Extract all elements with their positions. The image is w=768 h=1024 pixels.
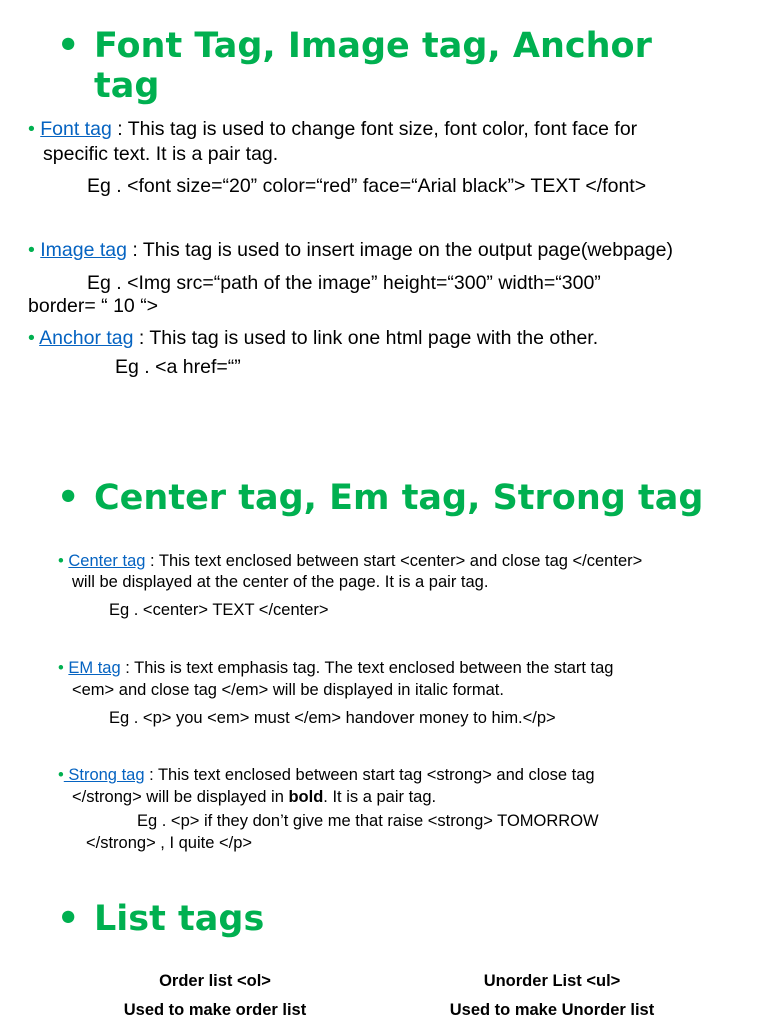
- strong-desc-part-3: . It is a pair tag.: [323, 788, 437, 806]
- heading-bullet: •: [57, 899, 80, 939]
- unorder-list-description: Used to make Unorder list: [449, 1001, 655, 1019]
- list-bullet: •: [28, 327, 35, 349]
- list-bullet: •: [58, 552, 64, 570]
- heading-line-2: tag: [94, 66, 160, 106]
- heading-bullet: •: [57, 26, 80, 66]
- center-tag-description-line-2: will be displayed at the center of the page. It is a pair tag.: [72, 573, 489, 591]
- heading-text: List tags: [94, 899, 265, 939]
- anchor-tag-item: [28, 326, 598, 351]
- font-tag-link[interactable]: Font tag: [40, 118, 112, 140]
- anchor-tag-description: : This tag is used to link one html page with the other.: [133, 327, 599, 349]
- list-bullet: •: [28, 239, 35, 261]
- em-tag-item: [58, 657, 613, 679]
- image-tag-description: : This tag is used to insert image on the output page(webpage): [126, 239, 673, 261]
- strong-desc-bold-word: bold: [288, 788, 324, 806]
- section-heading-center-em-strong: [57, 478, 704, 518]
- center-tag-example: Eg . <center> TEXT </center>: [109, 601, 329, 619]
- heading-bullet: •: [57, 478, 80, 518]
- list-bullet: •: [28, 118, 35, 140]
- em-tag-description-line-2: <em> and close tag </em> will be displayed in italic format.: [72, 681, 504, 699]
- strong-tag-link[interactable]: Strong tag: [63, 766, 145, 784]
- font-tag-item: [28, 117, 637, 142]
- em-tag-link[interactable]: EM tag: [68, 659, 121, 677]
- strong-tag-description: : This text enclosed between start tag <strong> and close tag: [144, 766, 595, 784]
- strong-tag-example-line-2: </strong> , I quite </p>: [86, 834, 253, 852]
- list-bullet: •: [58, 766, 64, 784]
- image-tag-item: [28, 238, 673, 263]
- heading-line-1: Font Tag, Image tag, Anchor: [94, 26, 652, 66]
- center-tag-item: [58, 550, 642, 572]
- font-tag-example: Eg . <font size=“20” color=“red” face=“Arial black”> TEXT </font>: [87, 175, 647, 197]
- center-tag-link[interactable]: Center tag: [68, 552, 146, 570]
- image-tag-link[interactable]: Image tag: [40, 239, 127, 261]
- image-tag-example-line-2: border= “ 10 “>: [28, 295, 159, 317]
- em-tag-description: : This is text emphasis tag. The text enclosed between the start tag: [120, 659, 614, 677]
- anchor-tag-link[interactable]: Anchor tag: [39, 327, 134, 349]
- font-tag-description: : This tag is used to change font size, font color, font face for: [111, 118, 638, 140]
- strong-tag-example-line-1: Eg . <p> if they don’t give me that raise <strong> TOMORROW: [137, 812, 599, 830]
- image-tag-example-line-1: Eg . <Img src=“path of the image” height=“300” width=“300”: [87, 272, 601, 294]
- strong-tag-description-line-2: [72, 786, 436, 808]
- list-bullet: •: [58, 659, 64, 677]
- order-list-title: Order list <ol>: [159, 972, 271, 990]
- em-tag-example: Eg . <p> you <em> must </em> handover money to him.</p>: [109, 709, 556, 727]
- strong-desc-part-1: </strong> will be displayed in: [72, 788, 289, 806]
- unorder-list-title: Unorder List <ul>: [483, 972, 621, 990]
- section-heading-font-image-anchor: [57, 26, 652, 106]
- strong-tag-item: [58, 764, 595, 786]
- font-tag-description-line-2: specific text. It is a pair tag.: [43, 143, 279, 165]
- anchor-tag-example: Eg . <a href=“”: [115, 356, 241, 378]
- section-heading-list-tags: [57, 899, 265, 939]
- center-tag-description: : This text enclosed between start <center> and close tag </center>: [145, 552, 643, 570]
- heading-text: Center tag, Em tag, Strong tag: [94, 478, 704, 518]
- order-list-description: Used to make order list: [123, 1001, 307, 1019]
